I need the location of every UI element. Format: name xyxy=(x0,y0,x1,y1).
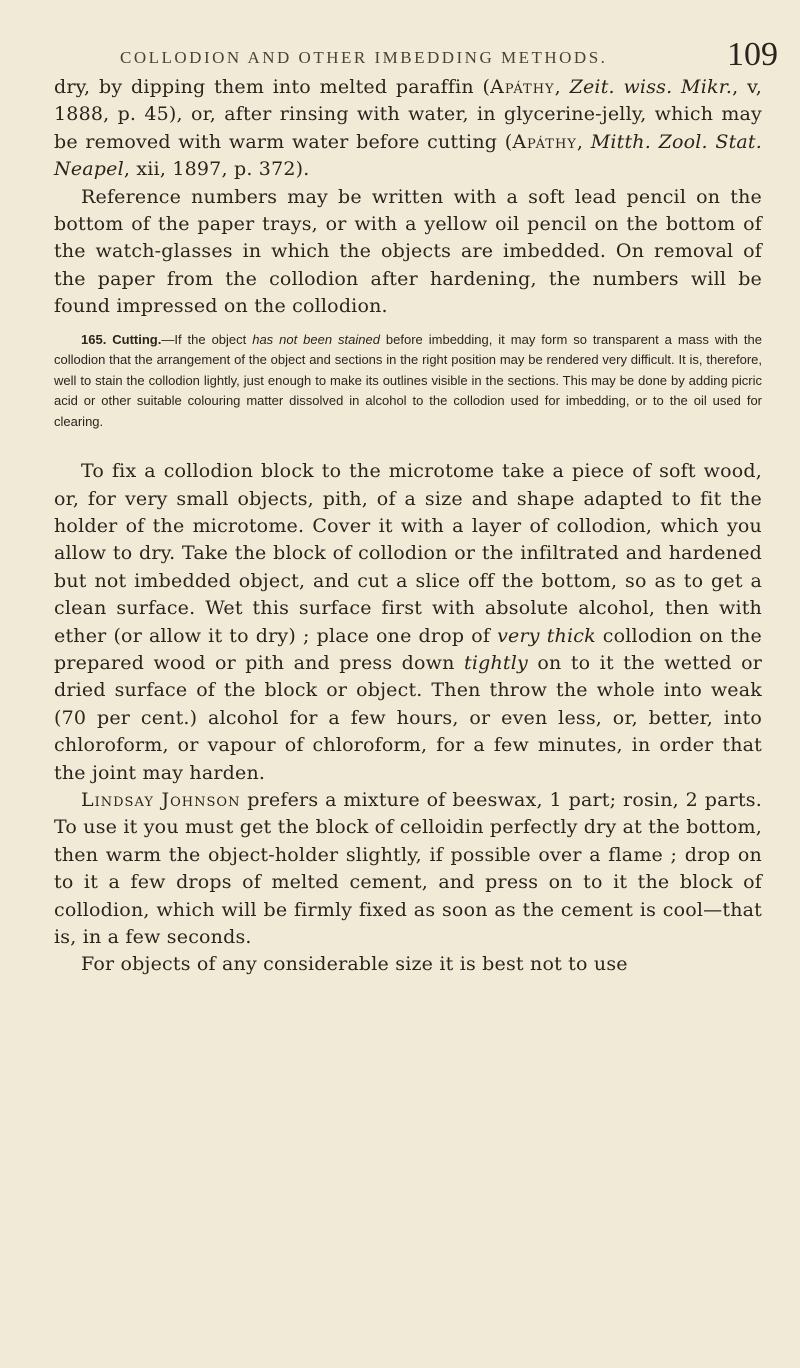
paragraph-large-objects: For objects of any considerable size it is best not to use xyxy=(81,953,628,976)
spacer xyxy=(54,432,762,458)
running-head-title: COLLODION AND OTHER IMBEDDING METHODS. xyxy=(120,48,608,67)
author-apathy: Apáthy xyxy=(490,76,555,98)
section-165-cutting: 165. Cutting.—If the object has not been stained before imbedding, it may form so transparent a mass with the collodion that the arrangement of the object and sections in the right position may be rendered very difficult. It is, therefore, well to stain the collodion lightly, just enough to make its outlines visible in the sections. This may be done by adding picric acid or other suitable colouring matter dissolved in alcohol to the collodion used for imbedding, or to the oil used for clearing. xyxy=(54,331,762,429)
author-lindsay-johnson: Lindsay Johnson xyxy=(81,789,241,812)
page-number: 109 xyxy=(727,36,778,73)
section-heading: 165. Cutting. xyxy=(81,331,162,347)
paragraph-apathy-citation: dry, by dipping them into melted paraffin (Apáthy, Zeit. wiss. Mikr., v, 1888, p. 45), or, after rinsing with water, in glycerine-jelly, which may be removed with warm water before cutting (Apáthy, Mitth. Zool. Stat. Neapel, xii, 1897, p. 372). xyxy=(54,76,763,181)
paragraph-reference-numbers: Reference numbers may be written with a soft lead pencil on the bottom of the paper trays, or with a yellow oil pencil on the bottom of the watch-glasses in which the objects are imbedded. On removal of the paper from the collodion after hardening, the numbers will be found impressed on the collodion. xyxy=(54,185,762,318)
citation-mitth-zool-stat: Mitth. Zool. Stat. Neapel xyxy=(54,130,763,181)
paragraph-lindsay-johnson: Lindsay Johnson prefers a mixture of beeswax, 1 part; rosin, 2 parts. To use it you must get the block of celloidin perfectly dry at the bottom, then warm the object-holder slightly, if possible over a flame ; drop on to it a few drops of melted cement, and press on to it the block of collodion, which will be firmly fixed as soon as the cement is cool—that is, in a few seconds. xyxy=(54,789,762,949)
running-head xyxy=(120,28,780,73)
author-apathy: Apáthy xyxy=(512,130,577,153)
page-body xyxy=(54,74,762,979)
citation-zeit-wiss-mikr: Zeit. wiss. Mikr. xyxy=(569,76,733,98)
paragraph-fix-collodion-block: To fix a collodion block to the microtome take a piece of soft wood, or, for very small objects, pith, of a size and shape adapted to fit the holder of the microtome. Cover it with a layer of collodion, which you allow to dry. Take the block of collodion or the infiltrated and hardened but not imbedded object, and cut a slice off the bottom, so as to get a clean surface. Wet this surface first with absolute alcohol, then with ether (or allow it to dry) ; place one drop of very thick collodion on the prepared wood or pith and press down tightly on to it the wetted or dried surface of the block or object. Then throw the whole into weak (70 per cent.) alcohol for a few hours, or even less, or, better, into chloroform, or vapour of chloroform, for a few minutes, in order that the joint may harden. xyxy=(54,460,762,784)
